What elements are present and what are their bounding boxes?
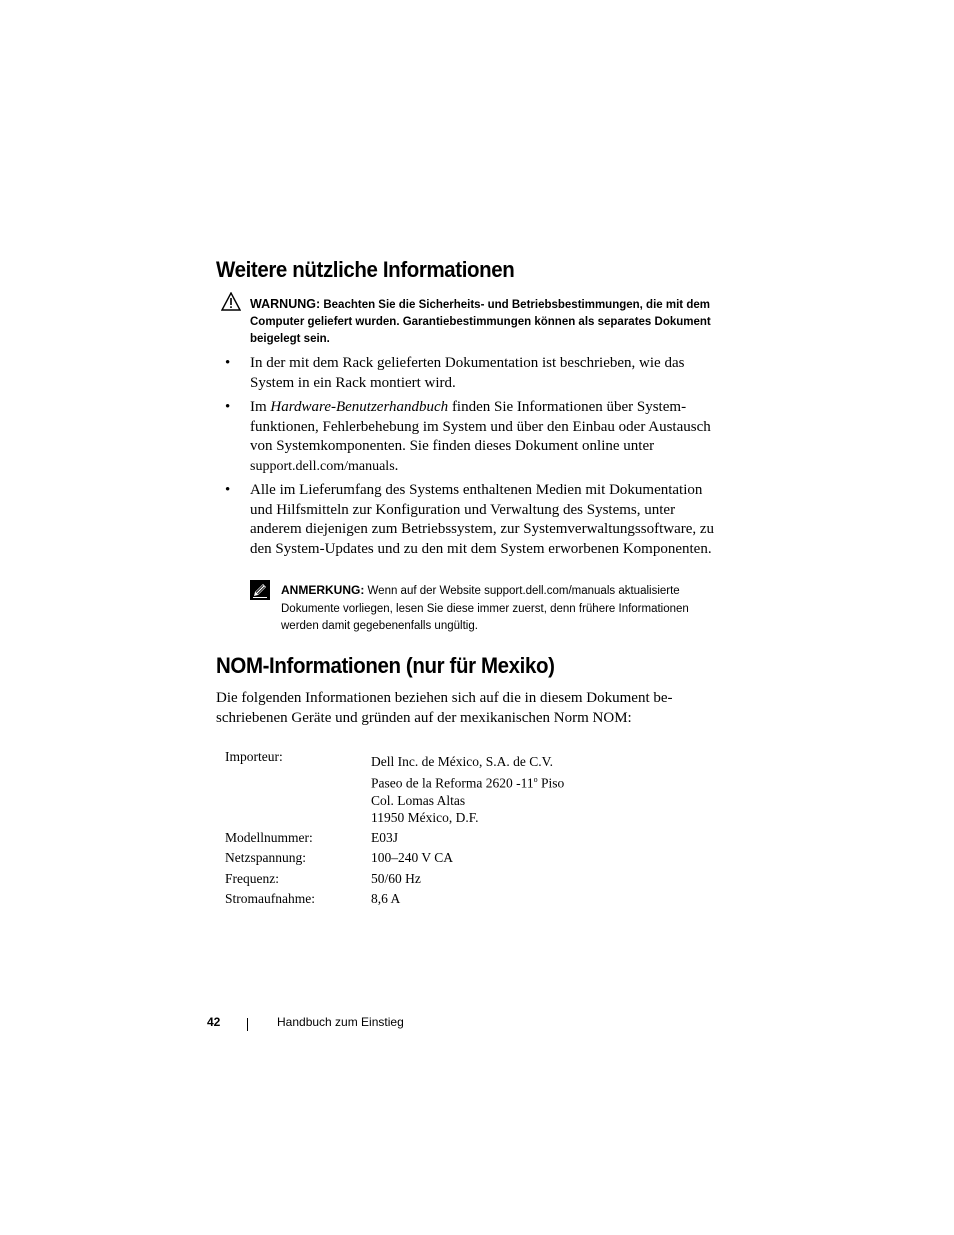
note-body: Wenn auf der Website: [367, 585, 485, 597]
bullet-text: Im: [250, 399, 271, 415]
bullet-text: finden Sie Informationen über Systemfunktionen, Fehlerbehebung im System und über den Einbau oder Austausch von Systemkomponenten. Sie finden dieses Dokument online unter: [250, 399, 711, 454]
frequency-value: 50/60 Hz: [371, 871, 421, 886]
address-line: 11950 México, D.F.: [371, 810, 479, 825]
nom-intro: Die folgenden Informationen beziehen sich auf die in diesem Dokument beschriebenen Geräte und gründen auf der mexikanischen Norm NOM:: [216, 690, 673, 726]
address-superscript: o: [533, 774, 538, 784]
warning-triangle-icon: [221, 292, 241, 311]
current-value: 8,6 A: [371, 891, 401, 906]
warning-label: WARNUNG:: [250, 297, 321, 311]
address-text: Piso: [537, 775, 565, 790]
bullet-text: .: [394, 457, 399, 474]
address-text: Paseo de la Reforma 2620 -11: [371, 775, 534, 790]
footer-separator: [247, 1018, 248, 1031]
list-item: [222, 481, 717, 559]
frequency-label: Frequenz:: [225, 871, 279, 886]
note-pencil-icon: [250, 580, 270, 600]
note-manuals-link[interactable]: support.dell.com/manuals: [484, 585, 616, 597]
manuals-link[interactable]: support.dell.com/manuals: [250, 458, 395, 474]
page-number: 42: [207, 1015, 221, 1029]
section-title-nom: NOM-Informationen (nur für Mexiko): [216, 653, 555, 678]
bullet-emphasis: Hardware-Benutzerhandbuch: [270, 399, 449, 415]
voltage-label: Netzspannung:: [225, 850, 306, 865]
footer-title: Handbuch zum Einstieg: [277, 1015, 404, 1029]
warning-text: [250, 296, 720, 348]
section-title-more-info: Weitere nützliche Informationen: [216, 257, 515, 282]
model-value: E03J: [371, 830, 398, 845]
voltage-value: 100–240 V CA: [371, 850, 454, 865]
bullet-text: In der mit dem Rack gelieferten Dokumentation ist beschrieben, wie das System in ein Rack montiert wird.: [250, 355, 685, 391]
list-item: [222, 354, 717, 393]
importer-label: Importeur:: [225, 749, 283, 764]
list-item: [222, 398, 717, 476]
address-line: Dell Inc. de México, S.A. de C.V.: [371, 754, 553, 769]
note-label: ANMERKUNG:: [281, 583, 365, 597]
model-label: Modellnummer:: [225, 830, 313, 845]
warning-body: Beachten Sie die Sicherheits- und Betriebsbestimmungen, die mit dem Computer geliefert wurden. Garantiebestimmungen können als separates Dokument beigelegt sein.: [250, 299, 711, 345]
note-text: [281, 582, 719, 636]
current-label: Stromaufnahme:: [225, 891, 315, 906]
note-body: aktualisierte Dokumente vorliegen, lesen Sie diese immer zuerst, denn frühere Informationen werden damit gegebenenfalls ungültig.: [281, 585, 689, 632]
address-line: [371, 771, 564, 792]
bullet-text: Alle im Lieferumfang des Systems enthaltenen Medien mit Dokumentation und Hilfsmitteln zur Konfiguration und Verwaltung des Systems, unter anderem diejenigen zum Betriebssystem, zur Systemverwaltungssoftware, zu den System-Updates und zu den mit dem System erworbenen Komponenten.: [250, 482, 715, 557]
address-line: Col. Lomas Altas: [371, 792, 466, 808]
importer-address: [371, 753, 564, 827]
info-bullet-list: [222, 354, 717, 564]
